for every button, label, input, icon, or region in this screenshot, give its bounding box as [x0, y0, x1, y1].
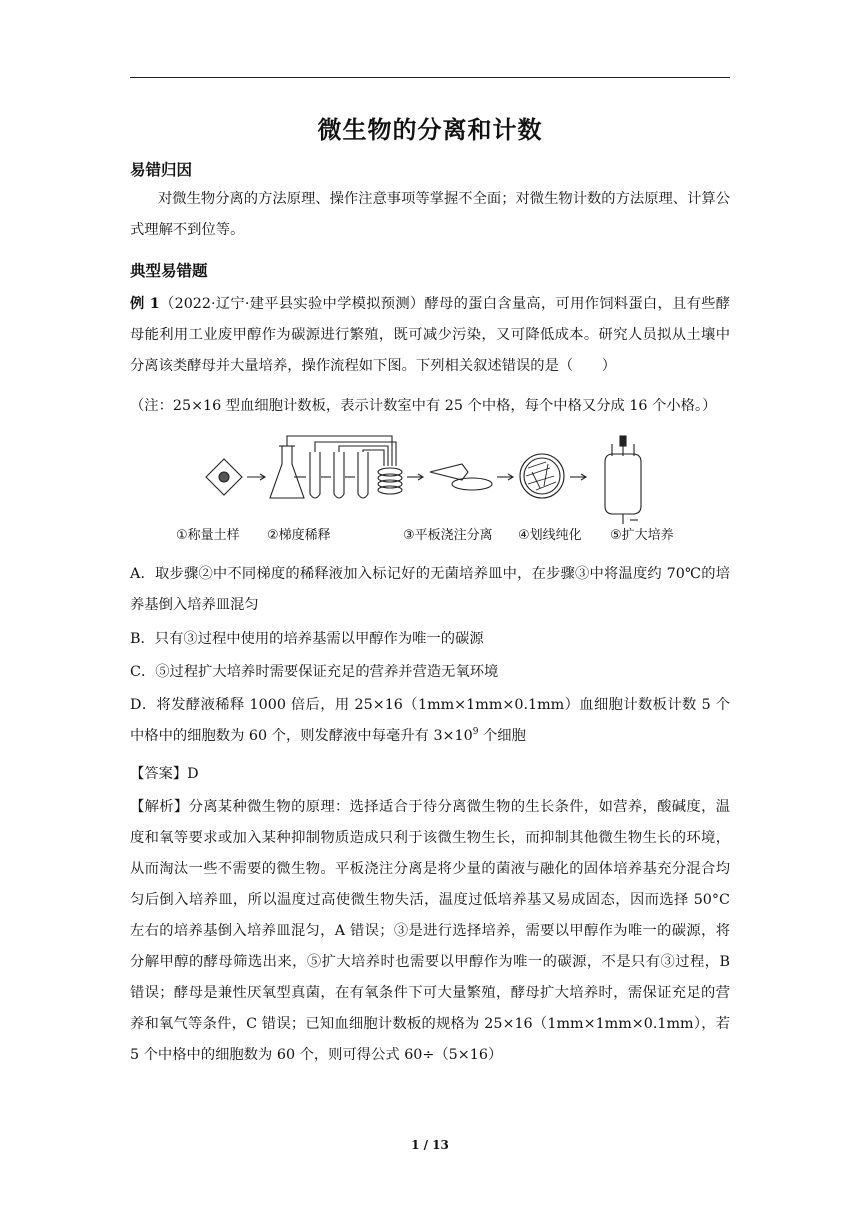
fermenter-cap-icon [620, 436, 626, 446]
note-text: （注：25×16 型血细胞计数板，表示计数室中有 25 个中格，每个中格又分成 16 个小格。） [130, 398, 717, 414]
soil-sample-icon [219, 472, 229, 482]
header-rule [130, 77, 730, 78]
analysis-text: 分离某种微生物的原理：选择适合于待分离微生物的生长条件，如营养，酸碱度，温度和氧等要求或加入某种抑制物质造成只利于该微生物生长，而抑制其他微生物生长的环境，从而淘汰一些不需要的微生物。平板浇注分离是将少量的菌液与融化的固体培养基充分混合均匀后倒入培养皿，所以温度过高使微生物失活，温度过低培养基又易成固态，因而选择 50°C 左右的培养基倒入培养皿混匀，A 错误；③是进行选择培养，需要以甲醇作为唯一的碳源，将分解甲醇的酵母筛选出来，⑤扩大培养时也需要以甲醇作为唯一的碳源，不是只有③过程，B 错误；酵母是兼性厌氧型真菌，在有氧条件下可大量繁殖，酵母扩大培养时，需保证充足的营养和氧气等条件，C 错误；已知血细胞计数板的规格为 25×16（1mm×1mm×0.1mm），若 5 个中格中的细胞数为 60 个，则可得公式 60÷（5×16） [130, 799, 731, 1063]
example-label: 例 1 [130, 296, 160, 312]
error-causes-paragraph [130, 184, 730, 246]
procedure-diagram [176, 432, 720, 547]
pour-plate-icon [452, 478, 492, 490]
transfer-line-3 [339, 446, 388, 466]
pour-flask-icon [430, 464, 468, 480]
analysis-paragraph [130, 792, 730, 1071]
section-heading-typical-questions: 典型易错题 [130, 262, 208, 280]
error-causes-text: 对微生物分离的方法原理、操作注意事项等掌握不全面；对微生物计数的方法原理、计算公式理解不到位等。 [130, 191, 730, 238]
test-tube-3 [358, 452, 368, 498]
page-number: 1 / 13 [411, 1138, 449, 1152]
analysis-label: 【解析】 [130, 799, 189, 815]
transfer-line-4 [363, 450, 384, 466]
option-d-tail: 个细胞 [478, 728, 526, 744]
figure-label-3: ③平板浇注分离 [403, 528, 493, 543]
section-heading-error-causes: 易错归因 [130, 161, 193, 179]
example-text: （2022·辽宁·建平县实验中学模拟预测）酵母的蛋白含量高，可用作饲料蛋白，且有些酵母能利用工业废甲醇作为碳源进行繁殖，既可减少污染，又可降低成本。研究人员拟从土壤中分离该类酵母并大量培养，操作流程如下图。下列相关叙述错误的是（ ） [130, 296, 730, 374]
answer: 【答案】D [130, 766, 199, 782]
procedure-figure [176, 432, 720, 547]
option-d [130, 690, 730, 752]
figure-label-4: ④划线纯化 [518, 528, 582, 543]
test-tube-2 [334, 452, 344, 498]
option-b: B．只有③过程中使用的培养基需以甲醇作为唯一的碳源 [130, 631, 484, 647]
option-d-text: D．将发酵液稀释 1000 倍后，用 25×16（1mm×1mm×0.1mm）血细胞计数板计数 5 个中格中的细胞数为 60 个，则发酵液中每毫升有 3×10 [130, 697, 730, 744]
option-c: C．⑤过程扩大培养时需要保证充足的营养并营造无氧环境 [130, 664, 499, 680]
flask-icon [270, 446, 304, 498]
example-question [130, 289, 730, 382]
figure-label-2: ②梯度稀释 [267, 528, 331, 543]
page-title: 微生物的分离和计数 [317, 116, 543, 144]
fermenter-icon [605, 454, 641, 514]
option-a: A．取步骤②中不同梯度的稀释液加入标记好的无菌培养皿中，在步骤③中将温度约 70℃的培养基倒入培养皿混匀 [130, 566, 730, 613]
option-d-exponent: 9 [472, 727, 479, 738]
figure-label-1: ①称量土样 [176, 528, 240, 543]
test-tube-1 [310, 452, 320, 498]
figure-label-5: ⑤扩大培养 [610, 528, 674, 543]
